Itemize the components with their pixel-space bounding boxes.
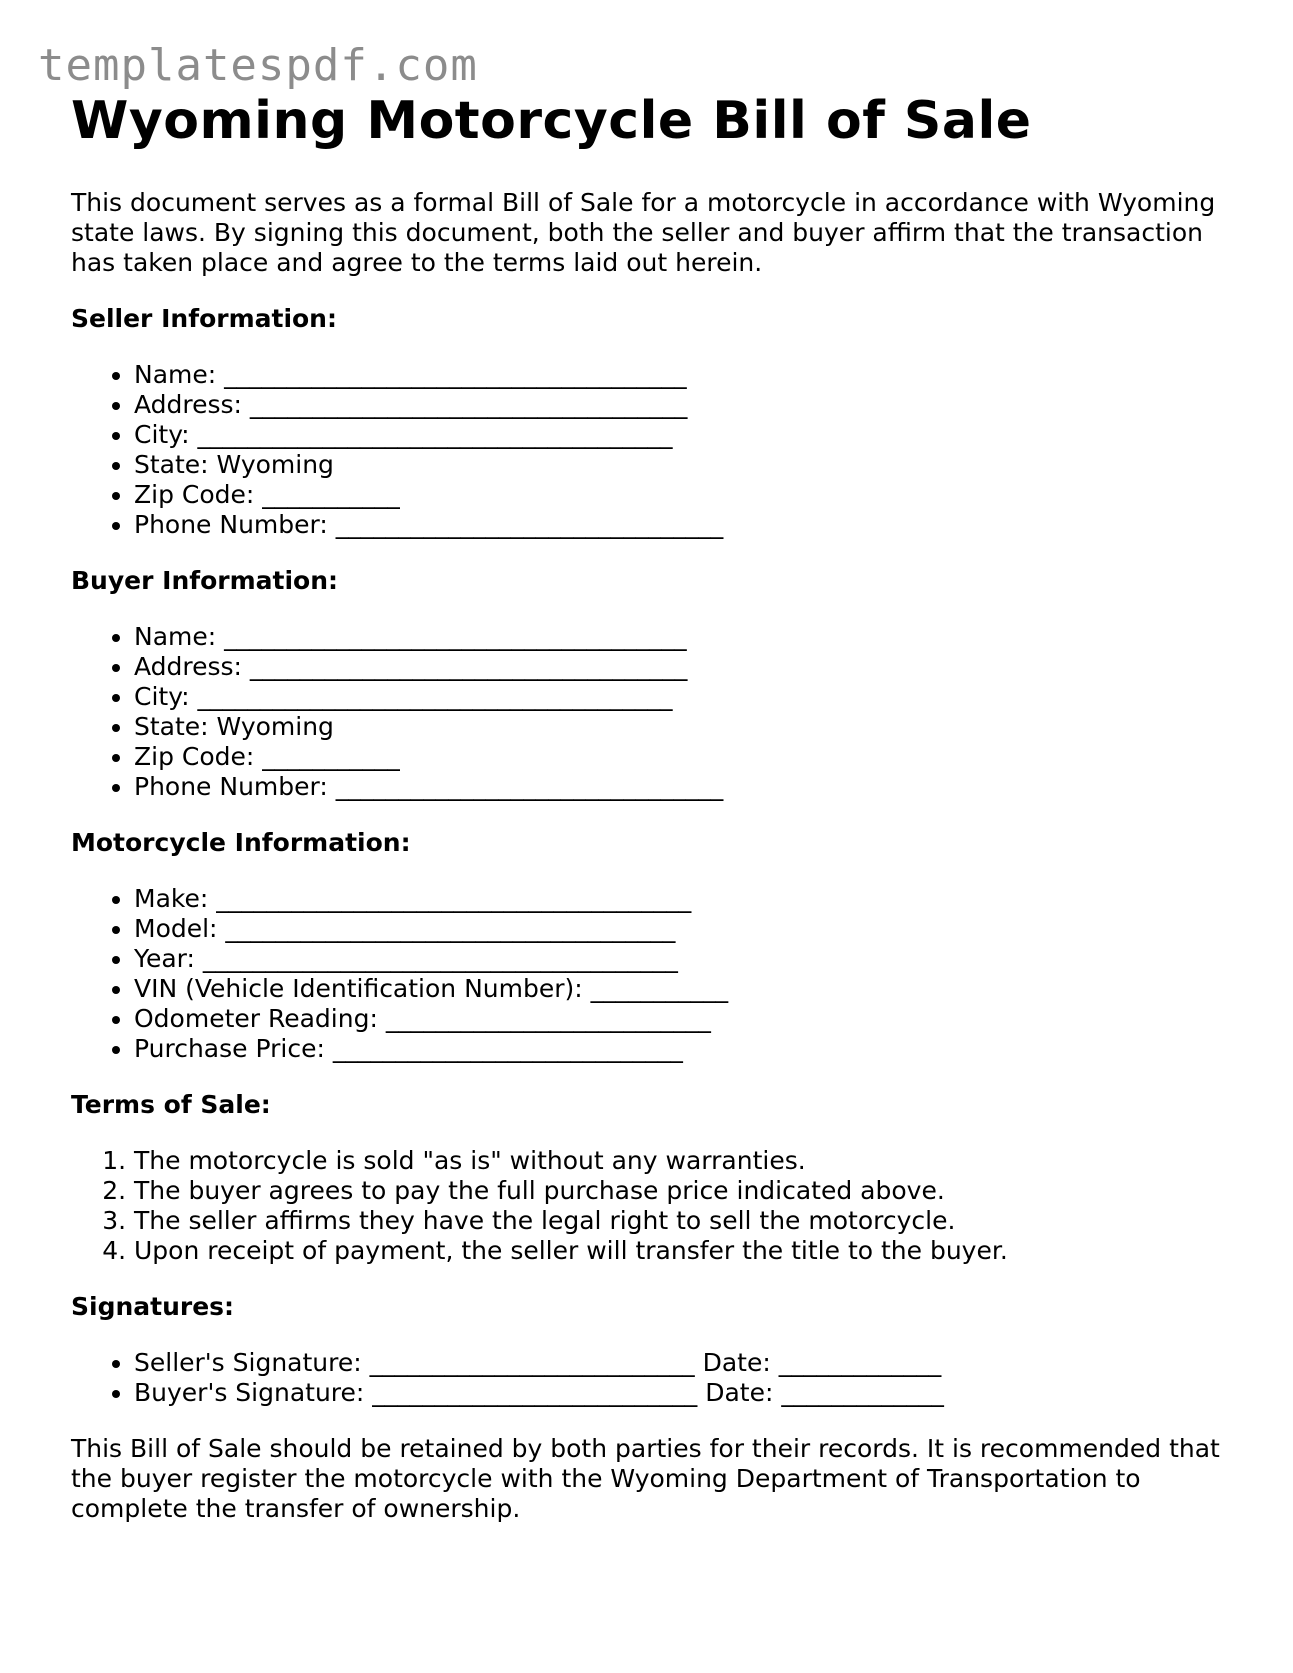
seller-heading: Seller Information: xyxy=(71,304,337,333)
odometer-field[interactable]: • Odometer Reading: __________________________ xyxy=(134,1004,1231,1034)
seller-state-field: • State: Wyoming xyxy=(134,450,1231,480)
buyer-signature-field[interactable]: • Buyer's Signature: __________________________ Date: _____________ xyxy=(134,1378,1231,1408)
buyer-name-field[interactable]: • Name: _____________________________________ xyxy=(134,622,1231,652)
signatures-list xyxy=(71,1348,1231,1408)
purchase-price-field[interactable]: • Purchase Price: ____________________________ xyxy=(134,1034,1231,1064)
seller-phone-field[interactable]: • Phone Number: _______________________________ xyxy=(134,510,1231,540)
buyer-list xyxy=(71,622,1231,802)
seller-signature-field[interactable]: • Seller's Signature: __________________________ Date: _____________ xyxy=(134,1348,1231,1378)
buyer-address-field[interactable]: • Address: ___________________________________ xyxy=(134,652,1231,682)
year-field[interactable]: • Year: ______________________________________ xyxy=(134,944,1231,974)
seller-name-field[interactable]: • Name: _____________________________________ xyxy=(134,360,1231,390)
document-title: Wyoming Motorcycle Bill of Sale xyxy=(71,91,1032,151)
motorcycle-heading: Motorcycle Information: xyxy=(71,828,411,857)
watermark: templatespdf.com xyxy=(38,40,478,91)
buyer-state-field: • State: Wyoming xyxy=(134,712,1231,742)
buyer-phone-field[interactable]: • Phone Number: _______________________________ xyxy=(134,772,1231,802)
term-item: 2. The buyer agrees to pay the full purchase price indicated above. xyxy=(134,1176,1231,1206)
signatures-heading: Signatures: xyxy=(71,1292,235,1321)
closing-paragraph: This Bill of Sale should be retained by both parties for their records. It is recommended that the buyer register the motorcycle with the Wyoming Department of Transportation to complete the transfer of ownership. xyxy=(71,1434,1220,1523)
terms-list xyxy=(71,1146,1231,1266)
seller-city-field[interactable]: • City: ______________________________________ xyxy=(134,420,1231,450)
seller-address-field[interactable]: • Address: ___________________________________ xyxy=(134,390,1231,420)
make-field[interactable]: • Make: ______________________________________ xyxy=(134,884,1231,914)
vin-field[interactable]: • VIN (Vehicle Identification Number): ___________ xyxy=(134,974,1231,1004)
seller-zip-field[interactable]: • Zip Code: ___________ xyxy=(134,480,1231,510)
seller-list xyxy=(71,360,1231,540)
term-item: 4. Upon receipt of payment, the seller will transfer the title to the buyer. xyxy=(134,1236,1231,1266)
intro-paragraph: This document serves as a formal Bill of Sale for a motorcycle in accordance with Wyoming state laws. By signing this document, both the seller and buyer affirm that the transaction has taken place and agree to the terms laid out herein. xyxy=(71,188,1216,277)
buyer-zip-field[interactable]: • Zip Code: ___________ xyxy=(134,742,1231,772)
model-field[interactable]: • Model: ____________________________________ xyxy=(134,914,1231,944)
buyer-heading: Buyer Information: xyxy=(71,566,339,595)
term-item: 1. The motorcycle is sold "as is" without any warranties. xyxy=(134,1146,1231,1176)
document-page xyxy=(71,84,1231,1524)
terms-heading: Terms of Sale: xyxy=(71,1090,271,1119)
term-item: 3. The seller affirms they have the legal right to sell the motorcycle. xyxy=(134,1206,1231,1236)
motorcycle-list xyxy=(71,884,1231,1064)
buyer-city-field[interactable]: • City: ______________________________________ xyxy=(134,682,1231,712)
